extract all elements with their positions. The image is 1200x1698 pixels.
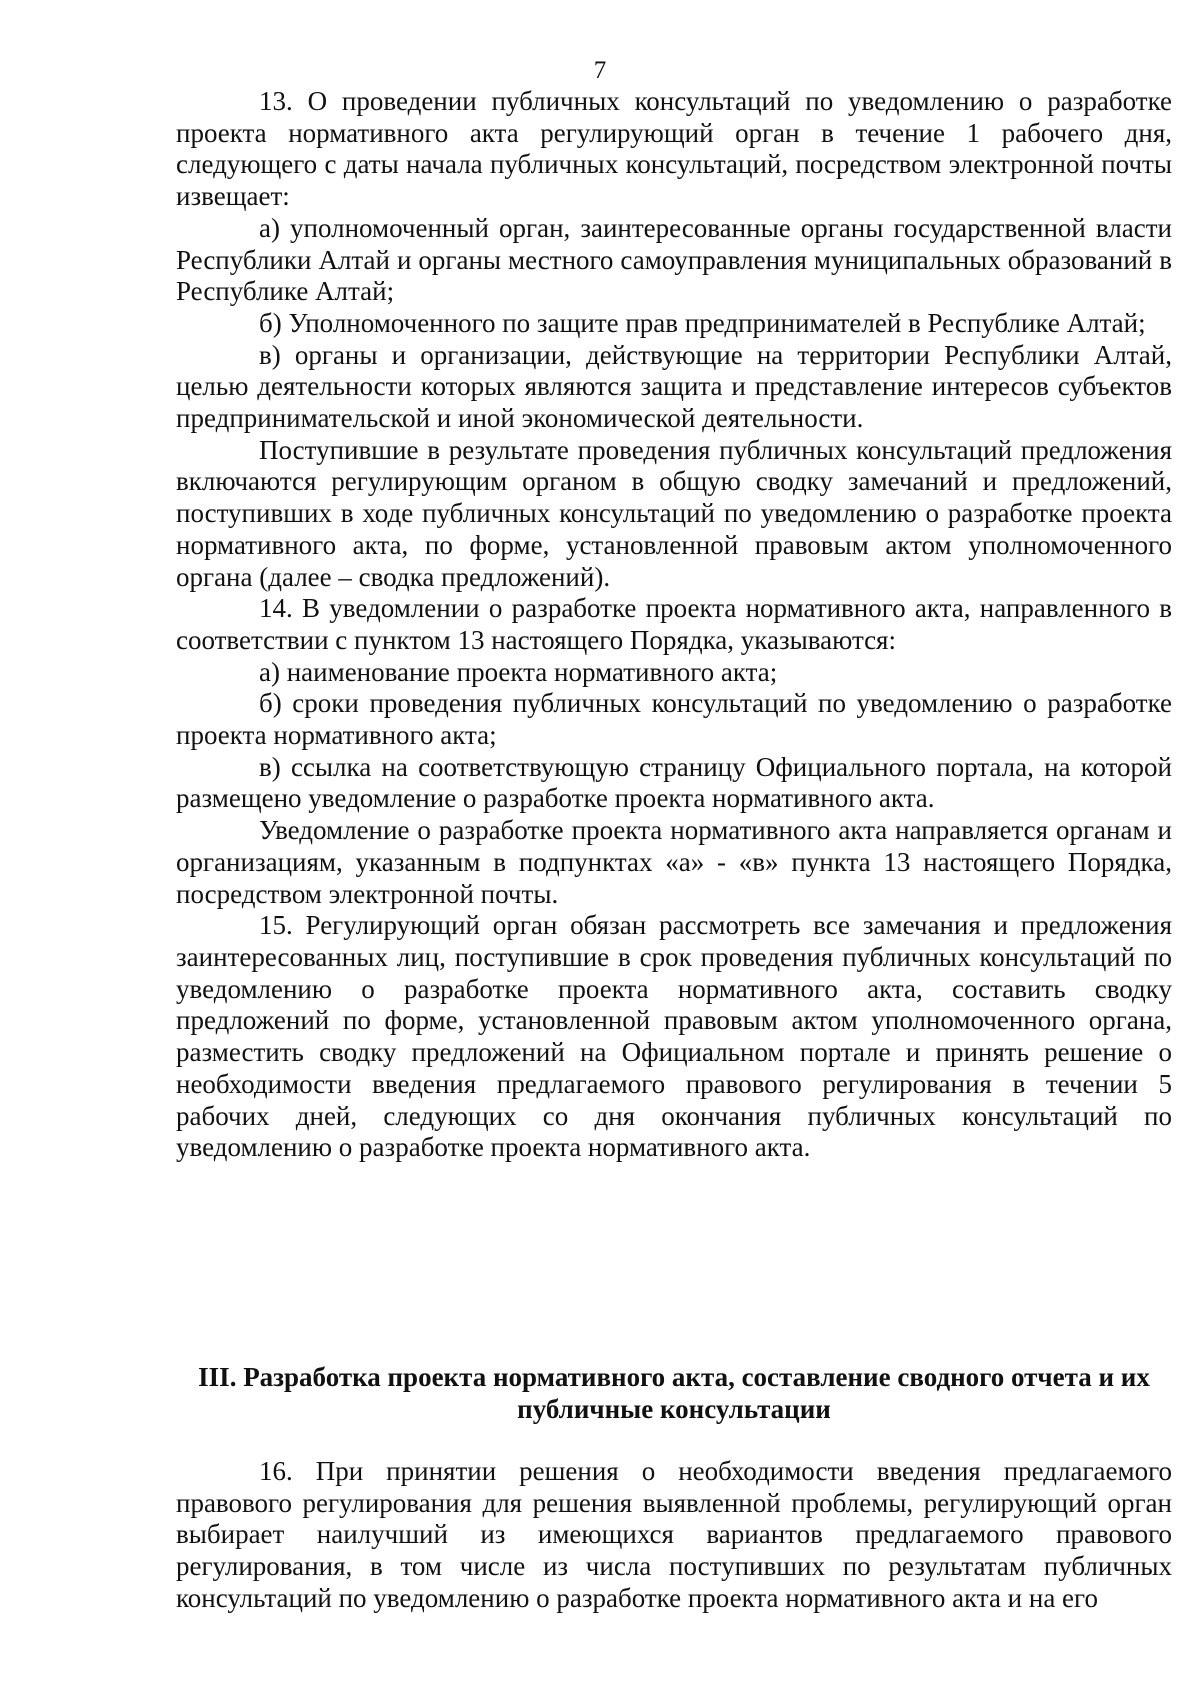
paragraph-14-a: а) наименование проекта нормативного акта; [259, 656, 778, 687]
document-body-top [176, 86, 1172, 1164]
paragraph-13: 13. О проведении публичных консультаций по уведомлению о разработке проекта нормативного акта регулирующий орган в течение 1 рабочего дня, следующего с даты начала публичных консультаций, посредством электронной почты извещает: [176, 86, 1172, 212]
page-number: 7 [593, 57, 607, 84]
document-body-bottom [176, 1456, 1172, 1615]
paragraph-14-notice: Уведомление о разработке проекта нормативного акта направляется органам и организациям, указанным в подпунктах «а» - «в» пункта 13 настоящего Порядка, посредством электронной почты. [176, 815, 1172, 909]
paragraph-14: 14. В уведомлении о разработке проекта нормативного акта, направленного в соответствии с пунктом 13 настоящего Порядка, указываются: [176, 593, 1172, 655]
paragraph-14-b: б) сроки проведения публичных консультаций по уведомлению о разработке проекта нормативного акта; [176, 688, 1172, 751]
paragraph-14-v: в) ссылка на соответствующую страницу Официального портала, на которой размещено уведомление о разработке проекта нормативного акта. [176, 751, 1172, 814]
section-heading: III. Разработка проекта нормативного акта, составление сводного отчета и их публичные консультации [198, 1362, 1150, 1424]
paragraph-15: 15. Регулирующий орган обязан рассмотреть все замечания и предложения заинтересованных лиц, поступившие в срок проведения публичных консультаций по уведомлению о разработке проекта нормативного акта, составить сводку предложений по форме, установленной правовым актом уполномоченного органа, разместить сводку предложений на Официальном портале и принять решение о необходимости введения предлагаемого правового регулирования в течении 5 рабочих дней, следующих со дня окончания публичных консультаций по уведомлению о разработке проекта нормативного акта. [176, 910, 1172, 1163]
paragraph-13-proposals: Поступившие в результате проведения публичных консультаций предложения включаются регулирующим органом в общую сводку замечаний и предложений, поступивших в ходе публичных консультаций по уведомлению о разработке проекта нормативного акта, по форме, установленной правовым актом уполномоченного органа (далее – сводка предложений). [176, 434, 1172, 592]
paragraph-13-a: а) уполномоченный орган, заинтересованные органы государственной власти Республики Алтай и органы местного самоуправления муниципальных образований в Республике Алтай; [176, 212, 1172, 307]
paragraph-13-v: в) органы и организации, действующие на территории Республики Алтай, целью деятельности которых являются защита и представление интересов субъектов предпринимательской и иной экономической деятельности. [176, 339, 1172, 434]
paragraph-13-b: б) Уполномоченного по защите прав предпринимателей в Республике Алтай; [259, 307, 1146, 338]
paragraph-16: 16. При принятии решения о необходимости введения предлагаемого правового регулирования для решения выявленной проблемы, регулирующий орган выбирает наилучший из имеющихся вариантов предлагаемого правового регулирования, в том числе из числа поступивших по результатам публичных консультаций по уведомлению о разработке проекта нормативного акта и на его [176, 1456, 1172, 1613]
